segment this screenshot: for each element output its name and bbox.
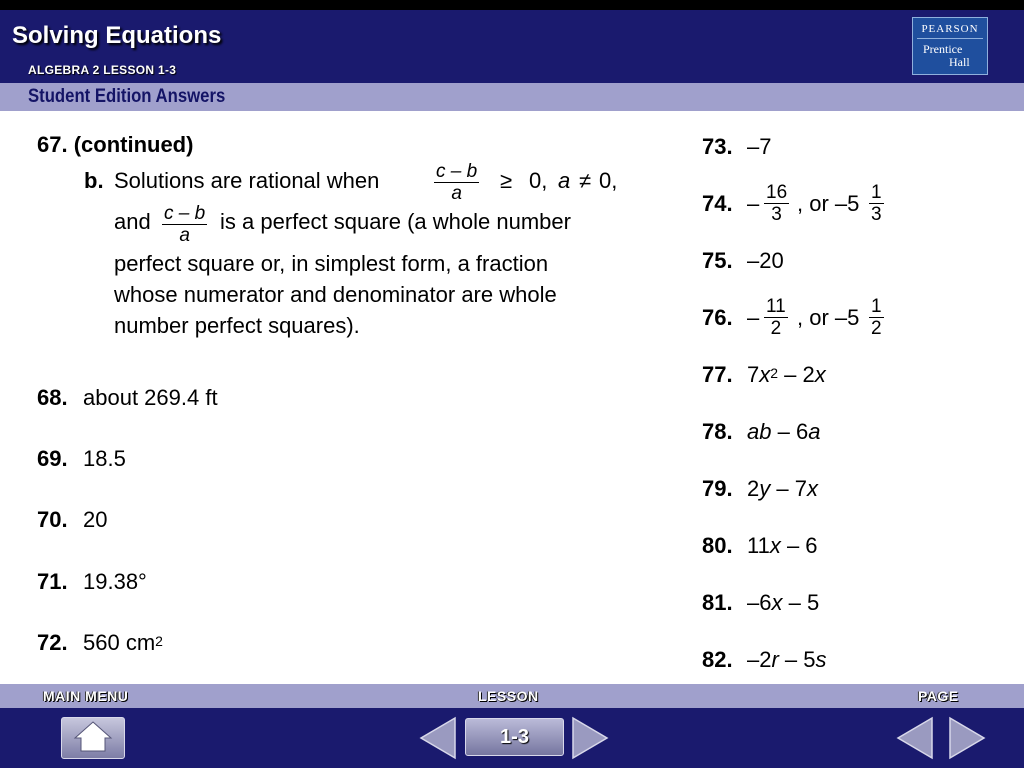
answer-67-line5: number perfect squares). <box>114 313 360 338</box>
publisher-logo <box>912 17 988 75</box>
answer-82-var-2: s <box>815 647 827 672</box>
section-label: Student Edition Answers <box>28 86 226 107</box>
answer-82-var: r <box>771 647 779 672</box>
lesson-previous-button[interactable] <box>419 716 459 760</box>
answer-74-fraction <box>764 182 789 225</box>
answer-73-number: 73. <box>702 134 733 159</box>
fraction-denominator: 2 <box>770 318 782 339</box>
answer-81-number: 81. <box>702 590 733 615</box>
logo-divider <box>917 38 983 39</box>
lesson-next-button[interactable] <box>569 716 609 760</box>
page-title: Solving Equations <box>12 22 222 49</box>
answer-67-b-label: b. <box>84 168 104 193</box>
answer-78-number: 78. <box>702 419 733 444</box>
answer-67-fraction-2 <box>162 203 207 246</box>
answer-67-line3: perfect square or, in simplest form, a fraction <box>114 251 549 276</box>
answer-81-op: – 5 <box>782 590 820 615</box>
answer-67-fraction-1 <box>434 161 479 204</box>
answer-81-value <box>747 590 819 616</box>
answer-77-var-2: x <box>814 362 826 387</box>
answer-67-heading: 67. (continued) <box>37 132 194 157</box>
fraction-numerator: c – b <box>436 161 478 182</box>
answer-70-value: 20 <box>83 507 108 532</box>
answer-67-var-a: a <box>558 168 571 193</box>
fraction-numerator: 16 <box>766 182 788 203</box>
logo-bottom-text-2: Hall <box>949 55 970 69</box>
answer-73-value: –7 <box>747 134 772 159</box>
answer-67-line2-post: is a perfect square (a whole number <box>220 209 571 234</box>
answer-77-number: 77. <box>702 362 733 387</box>
answer-82-coef: –2 <box>747 647 772 672</box>
answer-80-op: – 6 <box>780 533 818 558</box>
answer-68-value: about 269.4 ft <box>83 385 218 410</box>
fraction-denominator: 2 <box>871 318 882 339</box>
answer-75-value: –20 <box>747 248 784 273</box>
answer-78-var: ab <box>747 419 772 444</box>
answer-82-value <box>747 647 827 673</box>
answer-70-number: 70. <box>37 507 68 532</box>
logo-top-text: PEARSON <box>921 23 979 35</box>
answer-77-value <box>747 362 826 388</box>
answer-74-mid: , or –5 <box>797 191 860 216</box>
fraction-denominator: 3 <box>771 204 782 225</box>
header <box>0 10 1024 83</box>
answer-67-zero-2: 0, <box>599 168 618 193</box>
main-menu-label: MAIN MENU <box>43 688 129 704</box>
page-next-button[interactable] <box>946 716 986 760</box>
answer-72-superscript: 2 <box>155 633 163 649</box>
footer-navigation <box>0 708 1024 768</box>
answer-77-coef: 7 <box>747 362 760 387</box>
answer-67-line1: Solutions are rational when <box>114 168 380 193</box>
fraction-numerator: 1 <box>871 296 882 317</box>
navigation-label-band <box>0 684 1024 708</box>
geq-symbol: ≥ <box>500 168 513 193</box>
home-button[interactable] <box>61 717 125 759</box>
answer-80-value <box>747 533 818 559</box>
lesson-label: LESSON <box>478 688 539 704</box>
answer-82-number: 82. <box>702 647 733 672</box>
answer-78-op: – 6 <box>771 419 809 444</box>
answer-79-op: – 7 <box>770 476 807 501</box>
answer-79-var: y <box>759 476 771 501</box>
answer-81-var: x <box>771 590 783 615</box>
answer-79-number: 79. <box>702 476 733 501</box>
answer-71-number: 71. <box>37 569 68 594</box>
answer-79-coef: 2 <box>747 476 760 501</box>
lesson-number-button[interactable]: 1-3 <box>465 718 564 756</box>
page-label: PAGE <box>918 688 959 704</box>
answer-80-number: 80. <box>702 533 733 558</box>
answer-75-number: 75. <box>702 248 733 273</box>
answer-72-value <box>83 630 163 656</box>
answer-72-number: 72. <box>37 630 68 655</box>
answer-74-minus: – <box>747 191 760 216</box>
home-icon <box>62 718 124 758</box>
answer-74-number: 74. <box>702 191 733 216</box>
top-black-strip <box>0 0 1024 10</box>
fraction-numerator: 1 <box>871 182 882 203</box>
answer-67-line4: whose numerator and denominator are whole <box>114 282 557 307</box>
answer-69-number: 69. <box>37 446 68 471</box>
answer-67-line2-pre: and <box>114 209 151 234</box>
answer-76-mid: , or –5 <box>797 305 860 330</box>
answer-76-minus: – <box>747 305 760 330</box>
answer-67-zero: 0, <box>529 168 548 193</box>
answer-77-op: – 2 <box>778 362 815 387</box>
answer-68-number: 68. <box>37 385 68 410</box>
answer-74-mixed-fraction <box>869 182 884 225</box>
answer-72-text: 560 cm <box>83 630 156 655</box>
fraction-denominator: a <box>179 225 190 246</box>
fraction-denominator: a <box>451 183 462 204</box>
answer-80-coef: 11 <box>747 533 770 558</box>
answer-78-var-2: a <box>808 419 821 444</box>
answer-76-mixed-fraction <box>869 296 884 339</box>
fraction-numerator: c – b <box>164 203 206 224</box>
answer-81-coef: –6 <box>747 590 772 615</box>
answer-79-var-2: x <box>806 476 818 501</box>
answer-82-op: – 5 <box>778 647 816 672</box>
answer-76-fraction <box>764 296 788 339</box>
fraction-numerator: 11 <box>766 296 786 317</box>
section-band <box>0 83 1024 111</box>
answer-71-value: 19.38° <box>83 569 147 594</box>
answer-80-var: x <box>769 533 781 558</box>
answer-79-value <box>747 476 818 502</box>
neq-symbol: ≠ <box>579 168 592 193</box>
answer-78-value <box>747 419 820 445</box>
page-previous-button[interactable] <box>896 716 936 760</box>
answer-69-value: 18.5 <box>83 446 126 471</box>
answers-content <box>0 111 1024 684</box>
answer-76-number: 76. <box>702 305 733 330</box>
fraction-denominator: 3 <box>871 204 882 225</box>
answer-77-var: x <box>759 362 771 387</box>
lesson-subtitle: ALGEBRA 2 LESSON 1-3 <box>28 63 177 77</box>
logo-bottom-text-1: Prentice <box>923 42 963 56</box>
answer-77-exponent: 2 <box>770 365 779 381</box>
